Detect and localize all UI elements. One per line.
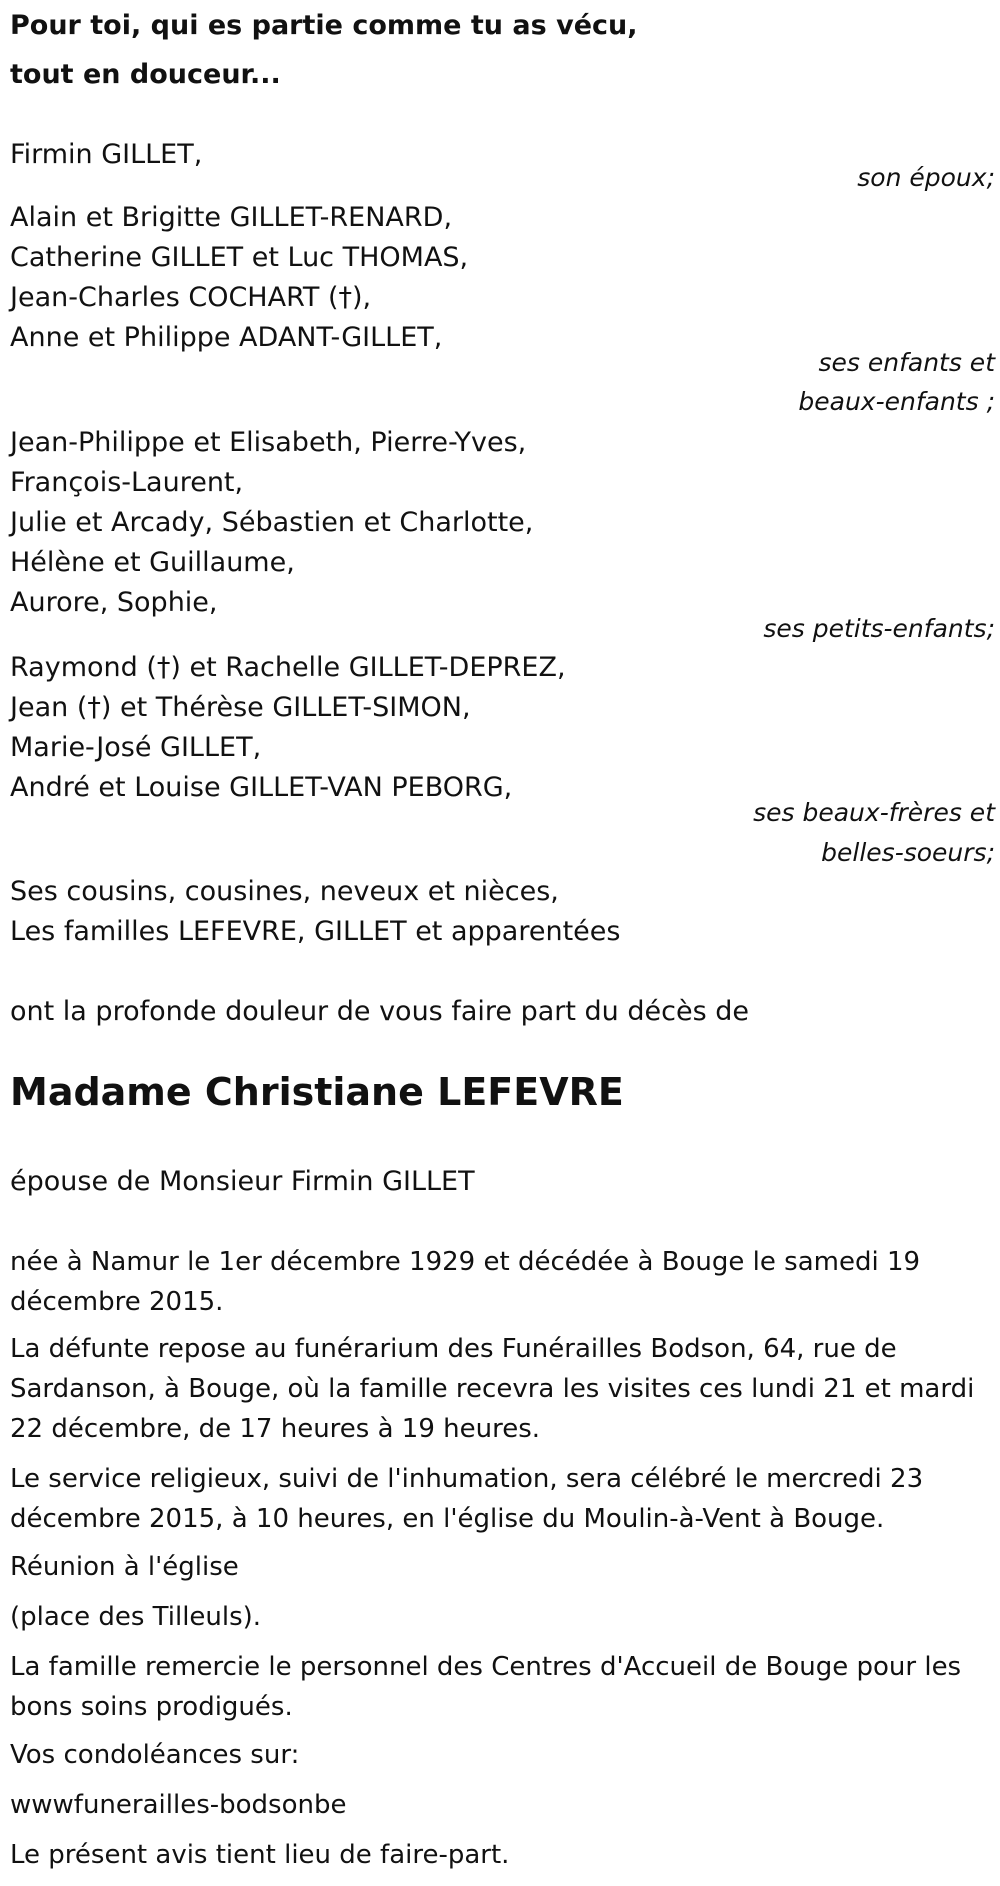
in-law-line-4: André et Louise GILLET-VAN PEBORG, xyxy=(10,772,513,803)
in-law-line-3: Marie-José GILLET, xyxy=(10,732,262,763)
service-paragraph: Le service religieux, suivi de l'inhumation, sera célébré le mercredi 23 décembre 2015, à 10 heures, en l'église du Moulin-à-Vent à Bouge. xyxy=(10,1464,924,1534)
deceased-relation: épouse de Monsieur Firmin GILLET xyxy=(10,1166,475,1197)
grandchild-line-4: Hélène et Guillaume, xyxy=(10,547,295,578)
children-role-line-2: beaux-enfants ; xyxy=(798,387,995,416)
thanks-paragraph: La famille remercie le personnel des Centres d'Accueil de Bouge pour les bons soins prodigués. xyxy=(10,1652,962,1722)
grandchild-line-3: Julie et Arcady, Sébastien et Charlotte, xyxy=(10,507,534,538)
in-law-line-2: Jean (†) et Thérèse GILLET-SIMON, xyxy=(10,692,471,723)
in-laws-role-line-2: belles-soeurs; xyxy=(821,838,995,867)
grandchild-line-5: Aurore, Sophie, xyxy=(10,587,218,618)
grandchild-line-2: François-Laurent, xyxy=(10,467,244,498)
deceased-name: Madame Christiane LEFEVRE xyxy=(10,1070,624,1114)
child-name-3: Jean-Charles COCHART (†), xyxy=(10,282,372,313)
intro-line-1: Pour toi, qui es partie comme tu as vécu, xyxy=(10,10,638,41)
intro-line-2: tout en douceur... xyxy=(10,59,281,90)
notice-paragraph: Le présent avis tient lieu de faire-part. xyxy=(10,1840,510,1870)
relatives-line-1: Ses cousins, cousines, neveux et nièces, xyxy=(10,876,559,907)
place-paragraph: (place des Tilleuls). xyxy=(10,1602,262,1632)
spouse-name: Firmin GILLET, xyxy=(10,139,203,170)
grandchild-line-1: Jean-Philippe et Elisabeth, Pierre-Yves, xyxy=(10,427,527,458)
website-paragraph: wwwfunerailles-bodsonbe xyxy=(10,1790,347,1820)
grandchildren-role: ses petits-enfants; xyxy=(763,614,995,643)
child-name-4: Anne et Philippe ADANT-GILLET, xyxy=(10,322,443,353)
in-law-line-1: Raymond (†) et Rachelle GILLET-DEPREZ, xyxy=(10,652,566,683)
birth-death-paragraph: née à Namur le 1er décembre 1929 et décédée à Bouge le samedi 19 décembre 2015. xyxy=(10,1247,921,1317)
in-laws-role-line-1: ses beaux-frères et xyxy=(753,798,995,827)
children-role-line-1: ses enfants et xyxy=(818,348,995,377)
meeting-paragraph: Réunion à l'église xyxy=(10,1552,239,1582)
condolences-paragraph: Vos condoléances sur: xyxy=(10,1740,300,1770)
relatives-line-2: Les familles LEFEVRE, GILLET et apparentées xyxy=(10,916,621,947)
funerarium-paragraph: La défunte repose au funérarium des Funérailles Bodson, 64, rue de Sardanson, à Bouge, où la famille recevra les visites ces lundi 21 et mardi 22 décembre, de 17 heures à 19 heures. xyxy=(10,1334,975,1444)
child-name-1: Alain et Brigitte GILLET-RENARD, xyxy=(10,202,453,233)
spouse-role: son époux; xyxy=(857,163,995,192)
child-name-2: Catherine GILLET et Luc THOMAS, xyxy=(10,242,469,273)
announcement-text: ont la profonde douleur de vous faire part du décès de xyxy=(10,996,749,1027)
